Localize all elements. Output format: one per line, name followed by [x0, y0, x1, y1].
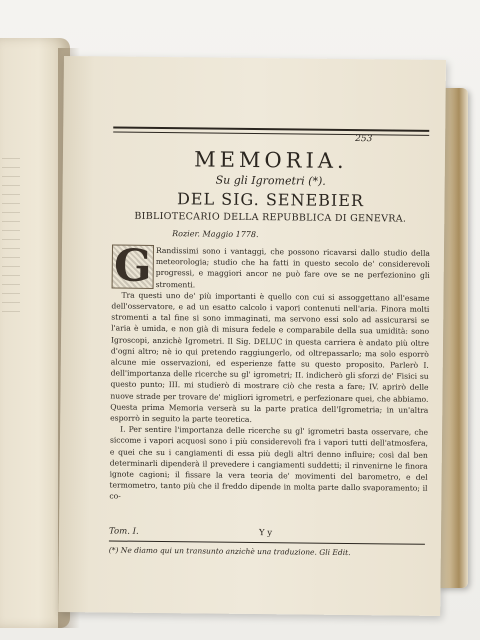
paragraph-1: Randissimi sono i vantaggi, che possono ricavarsi dallo studio della meteorologia; studio che ha fatti in questo secolo de' considerevoli progressi, e maggiori ancor ne può fare ove se ne perfezionino gli stromenti. [155, 245, 431, 289]
page-number: 253 [355, 134, 373, 145]
body-text [109, 245, 430, 506]
header-rule [113, 127, 429, 136]
memoir-subtitle: Su gli Igrometri (*). [215, 173, 326, 188]
paragraph-3: I. Per sentire l'importanza delle ricerche su gl' igrometri basta osservare, che siccome i vapori acquosi sono i più considerevoli fra i vapori tutti dell'atmosfera, e quei che su i cangiamenti di essa più degli altri denno influire; così dal ben determinarli dipenderà il prevedere i cangiamenti suddetti; il rinvenirne le finora ignote cagioni; il fissare la vera teoria de' movimenti del barometro, e del termometro, tanto più che il freddo dipende in molta parte dallo svaporamento; il co- [109, 424, 429, 502]
footnote: (*) Ne diamo qui un transunto anzichè una traduzione. Gli Edit. [108, 545, 351, 558]
book-page [58, 56, 446, 616]
decorated-initial: G [112, 245, 154, 289]
author-affiliation: BIBLIOTECARIO DELLA REPUBBLICA DI GENEVRA. [134, 210, 407, 225]
paragraph-2: Tra questi uno de' più importanti è quello con cui si assoggettano all'esame dell'osservatore, e ad un esatto calcolo i vapori contenuti nell'aria. Finora molti stromenti a tal fine si sono immaginati, ma servono essi solo ad assicurarsi se l'aria è umida, e non già di misura fedele e comparabile della sua umidità: sono Igroscopi, anzichè Igrometri. Il Sig. DELUC in questa carriera è andato più oltre d'ogni altro; nè io qui pretendo raggiungerlo, od oltrepassarlo; ma solo esporrò alcune mie osservazioni, ed esperienze fatte su questo proposito. Parlerò I. dell'importanza delle ricerche su gl' igrometri; II. indicherò gli sforzi de' Fisici su questo punto; III. mi studierò di mostrare ciò che resta a fare; IV. aprirò delle nuove strade per trovare de' migliori igrometri, e perfezionare quei, che abbiamo. Questa prima Memoria verserà su la parte pratica dell'Igrometria; in un'altra esporrò in seguito la parte teoretica. [110, 290, 430, 425]
footnote-rule [109, 540, 425, 544]
date-line: Rozier. Maggio 1778. [172, 229, 259, 240]
memoir-title: MEMORIA. [194, 147, 348, 173]
volume-signature: Tom. I. [108, 526, 139, 537]
page-footer [108, 526, 425, 539]
gathering-mark: Y y [258, 528, 273, 539]
author-line: DEL SIG. SENEBIER [176, 189, 365, 211]
left-page-text-edge [2, 158, 20, 318]
